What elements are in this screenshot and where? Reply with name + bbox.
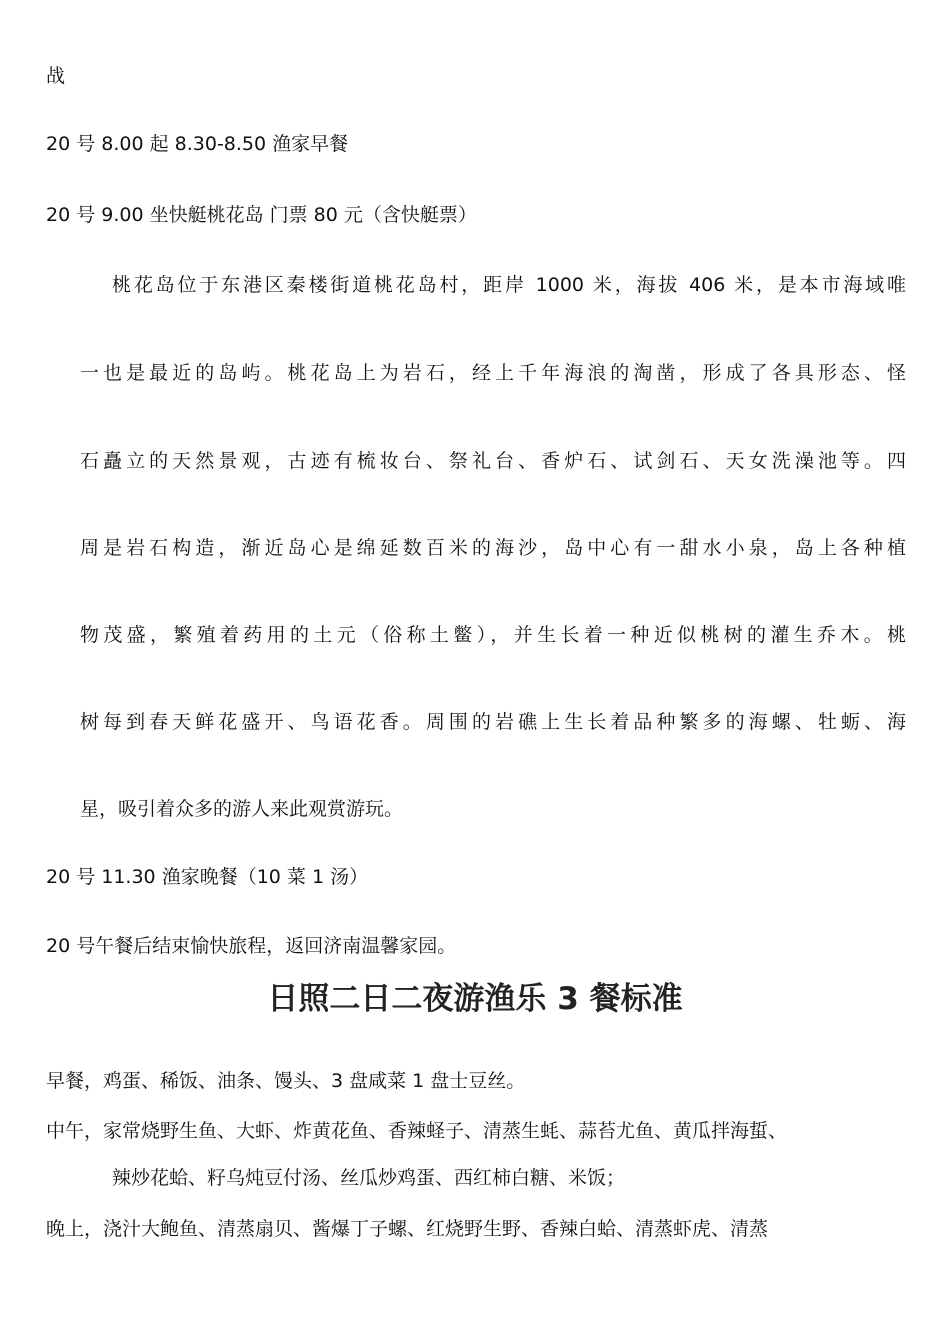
schedule-boat-line: 20 号 9.00 坐快艇桃花岛 门票 80 元（含快艇票）: [46, 204, 477, 226]
menu-lunch-line-1: 中午，家常烧野生鱼、大虾、炸黄花鱼、香辣蛏子、清蒸生蚝、蒜苔尤鱼、黄瓜拌海蜇、: [46, 1120, 788, 1142]
description-line-7: 星，吸引着众多的游人来此观赏游玩。: [80, 798, 404, 820]
description-line-1: 桃花岛位于东港区秦楼街道桃花岛村，距岸 1000 米，海拔 406 米，是本市海域唯: [112, 274, 906, 296]
menu-title: 日照二日二夜游渔乐 3 餐标准: [267, 981, 683, 1017]
description-line-6: 树每到春天鲜花盛开、鸟语花香。周围的岩礁上生长着品种繁多的海螺、牡蛎、海: [80, 711, 906, 733]
description-line-5: 物茂盛，繁殖着药用的土元（俗称土鳖），并生长着一种近似桃树的灌生乔木。桃: [80, 624, 906, 646]
description-line-2: 一也是最近的岛屿。桃花岛上为岩石，经上千年海浪的淘凿，形成了各具形态、怪: [80, 362, 906, 384]
menu-breakfast: 早餐，鸡蛋、稀饭、油条、馒头、3 盘咸菜 1 盘士豆丝。: [46, 1070, 526, 1092]
description-line-4: 周是岩石构造，渐近岛心是绵延数百米的海沙，岛中心有一甜水小泉，岛上各种植: [80, 537, 906, 559]
menu-dinner-line-1: 晚上，浇汁大鲍鱼、清蒸扇贝、酱爆丁子螺、红烧野生野、香辣白蛤、清蒸虾虎、清蒸: [46, 1218, 769, 1240]
schedule-breakfast-line: 20 号 8.00 起 8.30-8.50 渔家早餐: [46, 133, 349, 155]
schedule-end-line: 20 号午餐后结束愉快旅程，返回济南温馨家园。: [46, 935, 457, 957]
menu-lunch-line-2: 辣炒花蛤、籽乌炖豆付汤、丝瓜炒鸡蛋、西红柿白糖、米饭；: [112, 1167, 626, 1189]
schedule-dinner-line: 20 号 11.30 渔家晚餐（10 菜 1 汤）: [46, 866, 369, 888]
text-fragment: 战: [46, 65, 66, 87]
description-line-3: 石矗立的天然景观，古迹有梳妆台、祭礼台、香炉石、试剑石、天女洗澡池等。四: [80, 450, 906, 472]
